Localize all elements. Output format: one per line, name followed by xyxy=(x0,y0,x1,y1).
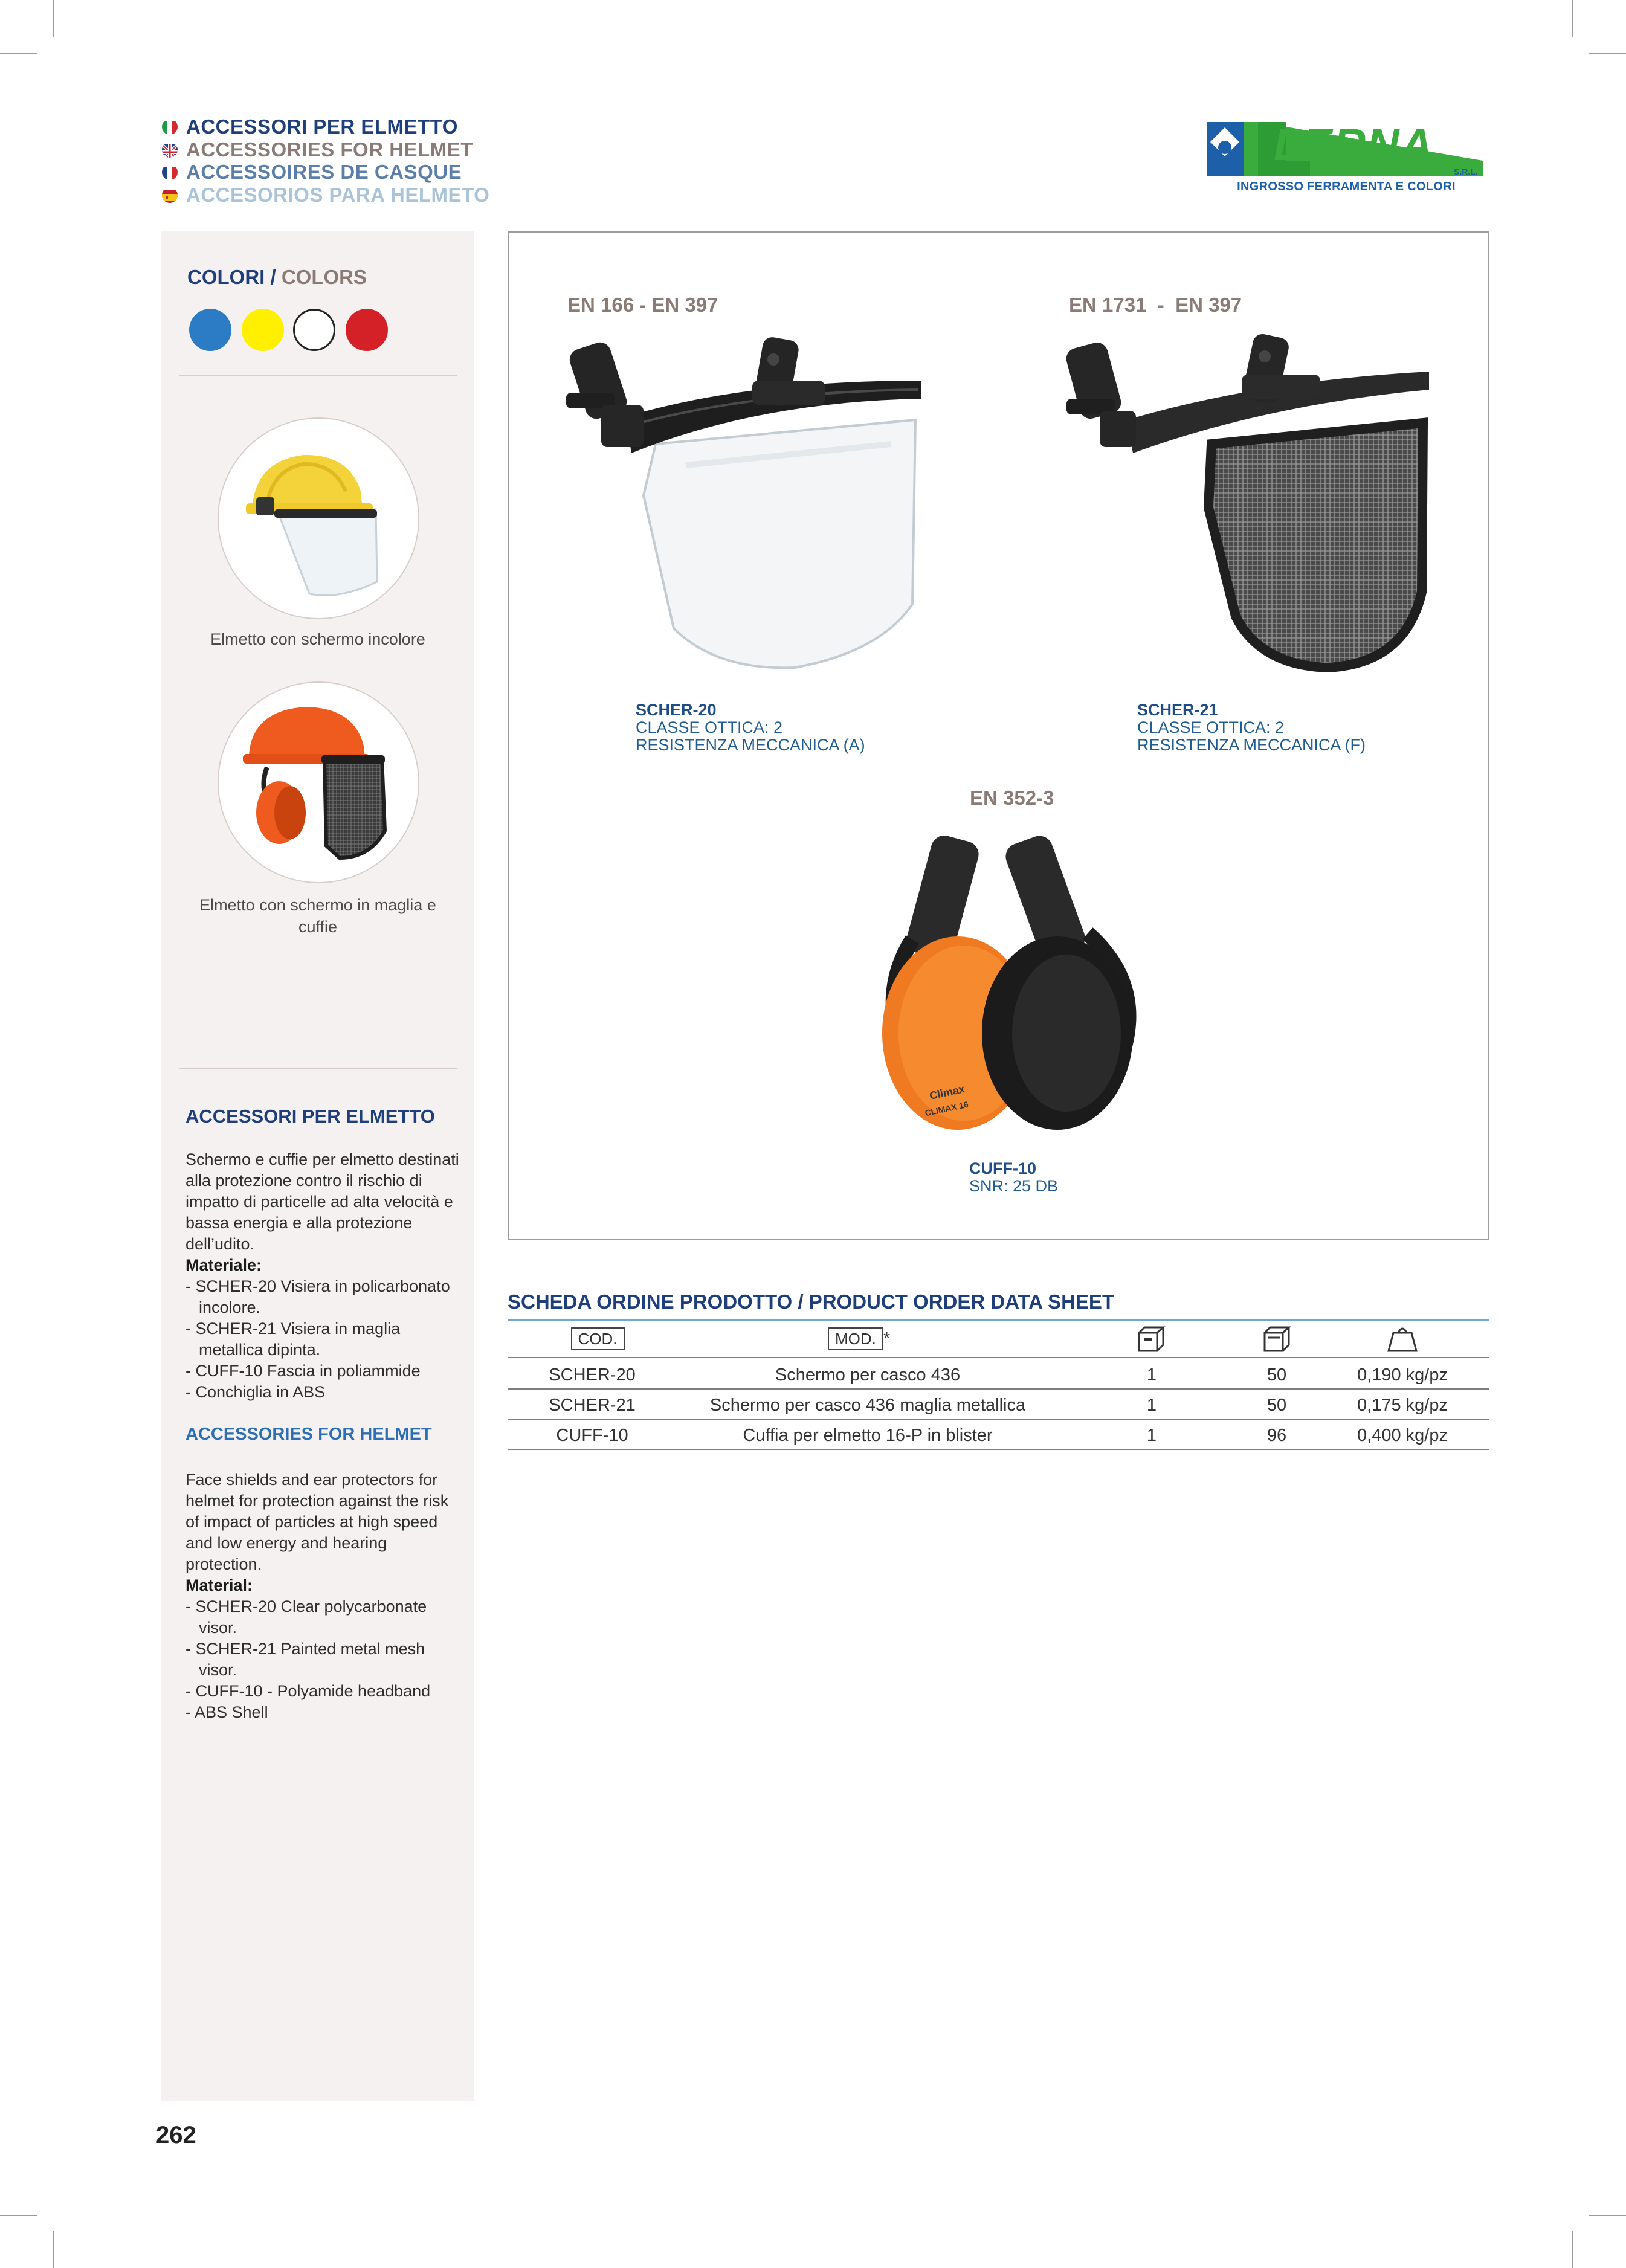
thumb2-caption: Elmetto con schermo in maglia e cuffie xyxy=(199,896,436,936)
it-flag-icon xyxy=(162,119,178,135)
ear-muffs-image xyxy=(858,825,1172,1151)
mod-header-star: * xyxy=(883,1329,891,1348)
mod-header-label: MOD. xyxy=(828,1327,883,1350)
colors-title-en: COLORS xyxy=(281,266,367,288)
product-info-scher20 xyxy=(636,701,865,754)
norm-label: EN 352-3 xyxy=(970,787,1054,809)
lang-label-en: ACCESSORIES FOR HELMET xyxy=(186,138,473,161)
page-number: 262 xyxy=(156,2122,196,2148)
header-cod xyxy=(566,1327,630,1350)
cell-outer: 50 xyxy=(1266,1396,1287,1415)
material-list-it xyxy=(186,1276,463,1403)
norm-label: EN 1731 - EN 397 xyxy=(1069,294,1242,316)
cell-weight: 0,190 kg/pz xyxy=(1357,1365,1448,1385)
outer-box-icon xyxy=(1262,1324,1292,1353)
color-swatch-white xyxy=(293,309,335,351)
material-item: - CUFF-10 - Polyamide headband xyxy=(186,1682,431,1700)
norm-label: EN 166 - EN 397 xyxy=(567,294,718,316)
clear-visor-image xyxy=(565,326,928,677)
ear-muffs-brand: Climax xyxy=(928,1083,966,1102)
color-swatch-red xyxy=(346,309,388,351)
material-item: - SCHER-20 Visiera in policarbonato incolore. xyxy=(186,1277,450,1316)
cell-mod: Cuffia per elmetto 16-P in blister xyxy=(743,1426,993,1445)
logo-tagline: INGROSSO FERRAMENTA E COLORI xyxy=(1237,180,1456,193)
material-label-it: Materiale: xyxy=(186,1256,262,1274)
sidebar-text-en xyxy=(186,1469,463,1723)
cell-inner: 1 xyxy=(1146,1426,1157,1445)
cell-inner: 1 xyxy=(1146,1365,1157,1385)
sidebar-text-it xyxy=(186,1149,463,1403)
crop-mark xyxy=(1589,53,1626,54)
lang-row-es xyxy=(162,184,489,207)
sidebar-description-it: Schermo e cuffie per elmetto destinati alla protezione contro il rischio di impatto di particelle ad alta velocità e bassa energia e alla protezione dell’udito. xyxy=(186,1150,459,1253)
product-code: SCHER-21 xyxy=(1137,701,1218,719)
lang-label-it: ACCESSORI PER ELMETTO xyxy=(186,115,458,138)
table-rule xyxy=(508,1319,1489,1321)
logo-srl: S.R.L. xyxy=(1454,167,1478,176)
color-swatch-yellow xyxy=(242,309,284,351)
fr-flag-icon xyxy=(162,164,178,180)
sidebar-heading-en: ACCESSORIES FOR HELMET xyxy=(186,1425,432,1444)
product-info-scher21 xyxy=(1137,701,1366,754)
product-spec: RESISTENZA MECCANICA (F) xyxy=(1137,736,1366,754)
cell-weight: 0,175 kg/pz xyxy=(1357,1396,1448,1415)
helmet-mesh-visor-image xyxy=(218,681,419,883)
lang-row-en xyxy=(162,138,473,161)
sidebar-divider xyxy=(179,375,457,376)
crop-mark xyxy=(1572,2231,1573,2268)
colors-title xyxy=(187,266,367,289)
table-rule xyxy=(508,1388,1489,1390)
colors-title-it: COLORI xyxy=(187,266,265,288)
lang-label-es: ACCESORIOS PARA HELMETO xyxy=(186,184,490,206)
crop-mark xyxy=(1572,0,1573,37)
table-rule xyxy=(508,1357,1489,1358)
weight-icon xyxy=(1386,1324,1419,1353)
cell-cod: SCHER-21 xyxy=(549,1396,636,1415)
table-rule xyxy=(508,1449,1489,1450)
product-spec: SNR: 25 DB xyxy=(969,1177,1059,1195)
material-item: - CUFF-10 Fascia in poliammide xyxy=(186,1362,421,1380)
product-code: CUFF-10 xyxy=(969,1159,1037,1177)
lang-row-fr xyxy=(162,161,462,184)
material-item: - SCHER-21 Painted metal mesh visor. xyxy=(186,1640,425,1679)
cell-mod: Schermo per casco 436 xyxy=(775,1365,961,1385)
material-item: - SCHER-21 Visiera in maglia metallica dipinta. xyxy=(186,1319,401,1359)
cell-weight: 0,400 kg/pz xyxy=(1357,1426,1448,1445)
lang-label-fr: ACCESSOIRES DE CASQUE xyxy=(186,161,462,183)
header-mod xyxy=(828,1327,912,1350)
cell-inner: 1 xyxy=(1146,1396,1157,1415)
lang-row-it xyxy=(162,115,458,138)
uk-flag-icon xyxy=(162,142,178,158)
crop-mark xyxy=(1589,2215,1626,2216)
cell-outer: 96 xyxy=(1266,1426,1287,1445)
product-spec: CLASSE OTTICA: 2 xyxy=(1137,718,1285,736)
es-flag-icon xyxy=(162,187,178,203)
material-item: - SCHER-20 Clear polycarbonate visor. xyxy=(186,1597,427,1637)
crop-mark xyxy=(53,2231,54,2268)
crop-mark xyxy=(0,2215,37,2216)
cell-cod: SCHER-20 xyxy=(549,1365,636,1385)
crop-mark xyxy=(53,0,54,37)
helmet-clear-visor-image xyxy=(218,417,419,619)
cell-mod: Schermo per casco 436 maglia metallica xyxy=(709,1396,1026,1415)
material-item: - ABS Shell xyxy=(186,1703,268,1721)
mesh-visor-image xyxy=(1066,326,1435,677)
sidebar-divider xyxy=(179,1068,457,1069)
product-code: SCHER-20 xyxy=(636,701,717,719)
thumb1-caption: Elmetto con schermo incolore xyxy=(210,630,425,648)
color-swatch-blue xyxy=(189,309,231,351)
product-spec: CLASSE OTTICA: 2 xyxy=(636,718,783,736)
sidebar-description-en: Face shields and ear protectors for helmet for protection against the risk of impact of particles at high speed and low energy and hearing protection. xyxy=(186,1471,449,1573)
material-item: - Conchiglia in ABS xyxy=(186,1383,326,1401)
product-info-cuff10 xyxy=(969,1160,1058,1195)
table-rule xyxy=(508,1419,1489,1420)
colors-title-sep: / xyxy=(265,266,282,288)
material-list-en xyxy=(186,1596,463,1723)
ear-muffs-model: CLIMAX 16 xyxy=(924,1099,969,1118)
cell-cod: CUFF-10 xyxy=(556,1426,628,1445)
sidebar-heading-it: ACCESSORI PER ELMETTO xyxy=(186,1106,435,1127)
product-spec: RESISTENZA MECCANICA (A) xyxy=(636,736,865,754)
logo-wordmark: LERNA xyxy=(1274,120,1434,170)
cod-header-label: COD. xyxy=(571,1327,625,1350)
crop-mark xyxy=(0,53,37,54)
inner-box-icon xyxy=(1136,1324,1166,1353)
material-label-en: Material: xyxy=(186,1576,253,1594)
order-table-title: SCHEDA ORDINE PRODOTTO / PRODUCT ORDER DATA SHEET xyxy=(508,1290,1115,1313)
cell-outer: 50 xyxy=(1266,1365,1287,1385)
